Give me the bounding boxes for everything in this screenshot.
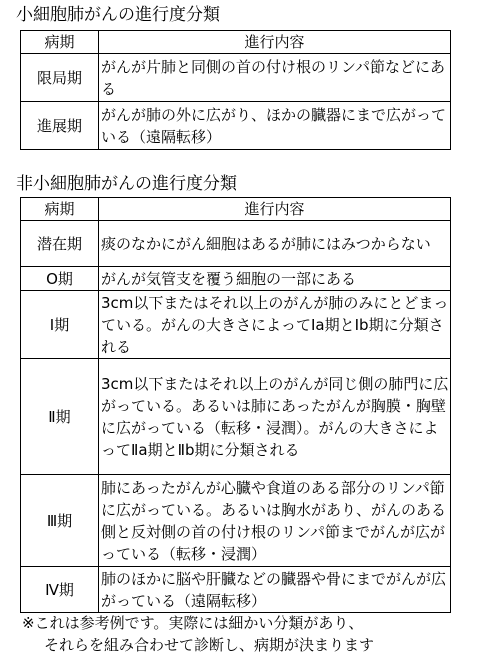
stage-description: 肺にあったがんが心臓や食道のある部分のリンパ節に広がっている。あるいは胸水があり、がんのある側と反対側の首の付け根のリンパ節までがんが広がっている（転移・浸潤）	[99, 475, 451, 567]
table-row	[21, 291, 451, 359]
stage-name: 潜在期	[21, 221, 99, 267]
stage-name: Ⅳ期	[21, 567, 99, 613]
table-row	[21, 567, 451, 613]
stage-name: 限局期	[21, 54, 99, 102]
stage-name: Ⅰ期	[21, 291, 99, 359]
small-cell-title: 小細胞肺がんの進行度分類	[16, 5, 220, 25]
table-row	[21, 221, 451, 267]
stage-description: 3cm以下またはそれ以上のがんが同じ側の肺門に広がっている。あるいは肺にあったがんが胸膜・胸壁に広がっている（転移・浸潤）。がんの大きさによってⅡa期とⅡb期に分類される	[99, 359, 451, 475]
table-row	[21, 475, 451, 567]
content-column-header: 進行内容	[99, 31, 451, 54]
footnote-line-2: それらを組み合わせて診断し、病期が決まります	[44, 636, 375, 654]
stage-name: Ⅲ期	[21, 475, 99, 567]
stage-description: がんが片肺と同側の首の付け根のリンパ節などにある	[99, 54, 451, 102]
table-header-row	[21, 31, 451, 54]
table-row	[21, 359, 451, 475]
stage-column-header: 病期	[21, 198, 99, 221]
footnote	[22, 612, 374, 656]
stage-name: 進展期	[21, 102, 99, 150]
table-row	[21, 54, 451, 102]
non-small-cell-staging-table	[20, 197, 451, 613]
stage-description: がんが肺の外に広がり、ほかの臓器にまで広がっている（遠隔転移）	[99, 102, 451, 150]
stage-description: がんが気管支を覆う細胞の一部にある	[99, 267, 451, 291]
table-row	[21, 267, 451, 291]
stage-name: O期	[21, 267, 99, 291]
non-small-cell-title: 非小細胞肺がんの進行度分類	[16, 174, 237, 194]
stage-description: 肺のほかに脳や肝臓などの臓器や骨にまでがんが広がっている（遠隔転移）	[99, 567, 451, 613]
table-row	[21, 102, 451, 150]
stage-description: 痰のなかにがん細胞はあるが肺にはみつからない	[99, 221, 451, 267]
footnote-line-1: ※これは参考例です。実際には細かい分類があり、	[22, 614, 364, 632]
stage-description: 3cm以下またはそれ以上のがんが肺のみにとどまっている。がんの大きさによってⅠa期とⅠb期に分類される	[99, 291, 451, 359]
stage-name: Ⅱ期	[21, 359, 99, 475]
small-cell-staging-table	[20, 30, 451, 150]
stage-column-header: 病期	[21, 31, 99, 54]
content-column-header: 進行内容	[99, 198, 451, 221]
table-header-row	[21, 198, 451, 221]
